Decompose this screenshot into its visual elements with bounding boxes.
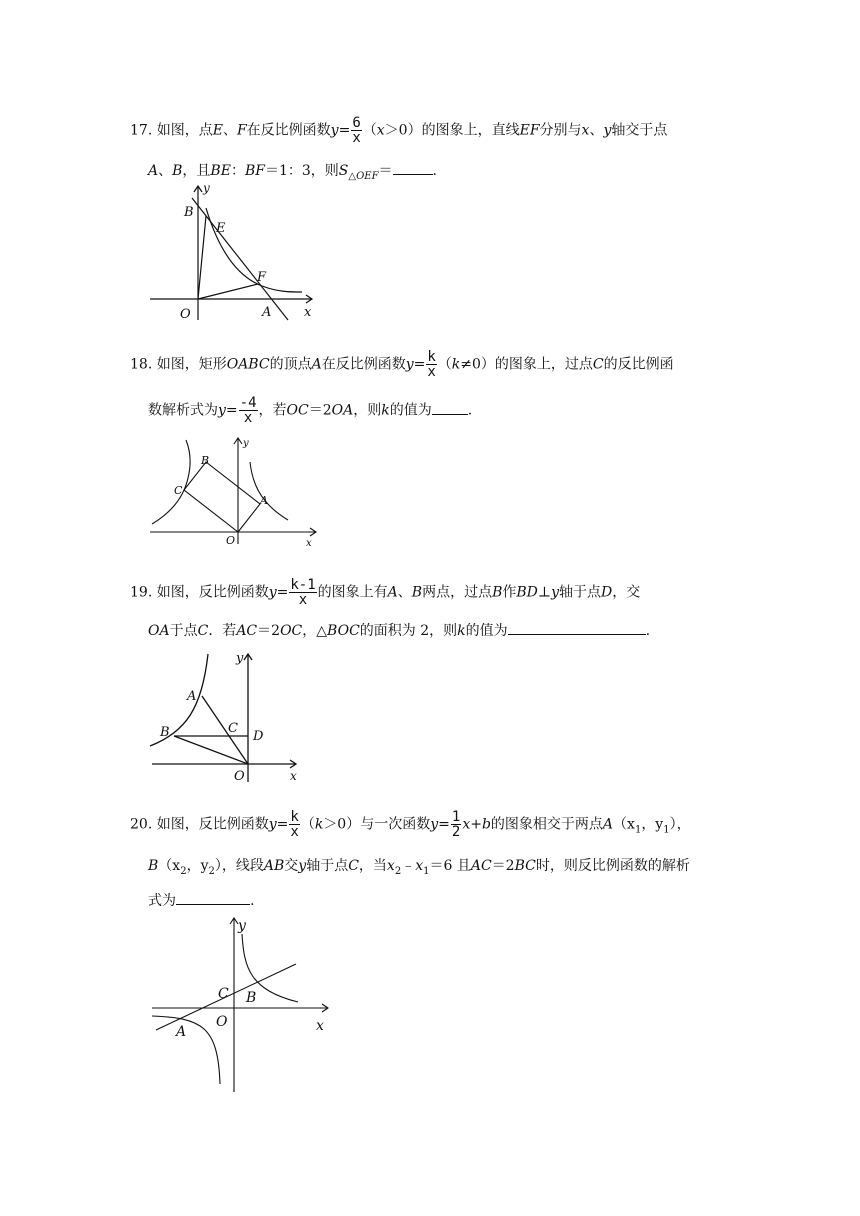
label-d: D (253, 729, 264, 744)
q20-fraction-half: $\frac{1}{2}$ (451, 809, 461, 840)
segment-of (198, 284, 258, 299)
q19-fraction: $\frac{k-1}{x}$ (290, 577, 316, 608)
q18-fraction-neg4: $\frac{-4}{x}$ (239, 395, 257, 426)
q20-fraction-k: $\frac{k}{x}$ (290, 809, 299, 840)
q20-line-1: 20. 如图，反比例函数y= $\frac{k}{x}$ （k＞0）与一次函数y= $\frac{1}{2}$ x+b的图象相交于两点$A(x_1$，$y_1$）， (130, 809, 691, 840)
label-e: E (216, 221, 226, 236)
label-y: y (243, 438, 249, 449)
label-o: O (234, 769, 245, 784)
label-c: C (174, 484, 183, 497)
label-b: B (184, 205, 194, 220)
q18-answer-blank (432, 400, 468, 415)
q18-line-2: 数解析式为y= $\frac{-4}{x}$ ，若OC＝2OA，则k的值为 . (148, 395, 473, 426)
label-a: A (260, 494, 268, 507)
q20-line-2: $B(x_2$，$y_2$），线段AB交y轴于点C，当$x_2﹣x_1=6$ 且AC＝2BC时，则反比例函数的解析 (148, 858, 690, 877)
label-x: x (316, 1018, 324, 1034)
q18-figure (148, 432, 328, 552)
label-x: x (290, 769, 297, 783)
segment-bo (174, 736, 248, 764)
label-b: B (201, 454, 210, 467)
label-o: O (216, 1014, 228, 1030)
q20-line-3: 式为 . (148, 890, 254, 911)
hyperbola-curve (150, 654, 208, 746)
segment-oa (202, 696, 248, 764)
q19-answer-blank (508, 620, 646, 635)
label-f: F (257, 270, 267, 285)
label-o: O (180, 307, 191, 322)
q17-line-2: A、B，且BE：BF＝1：3，则$S_{\triangle OEF}=$ . (148, 160, 437, 187)
q20-figure (148, 912, 338, 1096)
label-x: x (306, 538, 312, 549)
label-o: O (226, 534, 236, 547)
label-x: x (304, 305, 312, 320)
q18-line-1: 18. 如图，矩形OABC的顶点A在反比例函数y= $\frac{k}{x}$ （k≠0）的图象上，过点C的反比例函 (130, 349, 674, 380)
label-y: y (238, 918, 246, 934)
label-a: A (262, 305, 272, 320)
q17-line-1: 17. 如图，点E、F在反比例函数y= $\frac{6}{x}$ （x＞0）的图象上，直线EF分别与x、y轴交于点 (130, 115, 668, 146)
label-b: B (246, 990, 257, 1006)
q17-figure (140, 180, 330, 330)
segment-oe (198, 216, 206, 299)
q19-figure (146, 648, 316, 788)
q20-answer-blank (176, 890, 250, 905)
label-y: y (236, 651, 244, 666)
hyperbola-left (152, 440, 190, 524)
label-a: A (176, 1024, 187, 1040)
label-c: C (218, 986, 229, 1002)
label-a: A (187, 689, 197, 704)
q17-answer-blank (393, 160, 433, 175)
q17-fraction: $\frac{6}{x}$ (352, 115, 361, 146)
label-c: C (228, 721, 238, 736)
label-b: B (160, 725, 170, 740)
q19-line-2: OA于点C．若AC＝2OC，△BOC的面积为 2，则k的值为 . (148, 620, 650, 641)
q19-line-1: 19. 如图，反比例函数y= $\frac{k-1}{x}$ 的图象上有A、B两点，过点B作BD⊥y轴于点D，交 (130, 577, 641, 608)
q18-fraction-k: $\frac{k}{x}$ (427, 349, 436, 380)
label-y: y (203, 181, 210, 195)
rectangle-oabc (184, 462, 260, 532)
hyperbola-right (250, 462, 288, 520)
